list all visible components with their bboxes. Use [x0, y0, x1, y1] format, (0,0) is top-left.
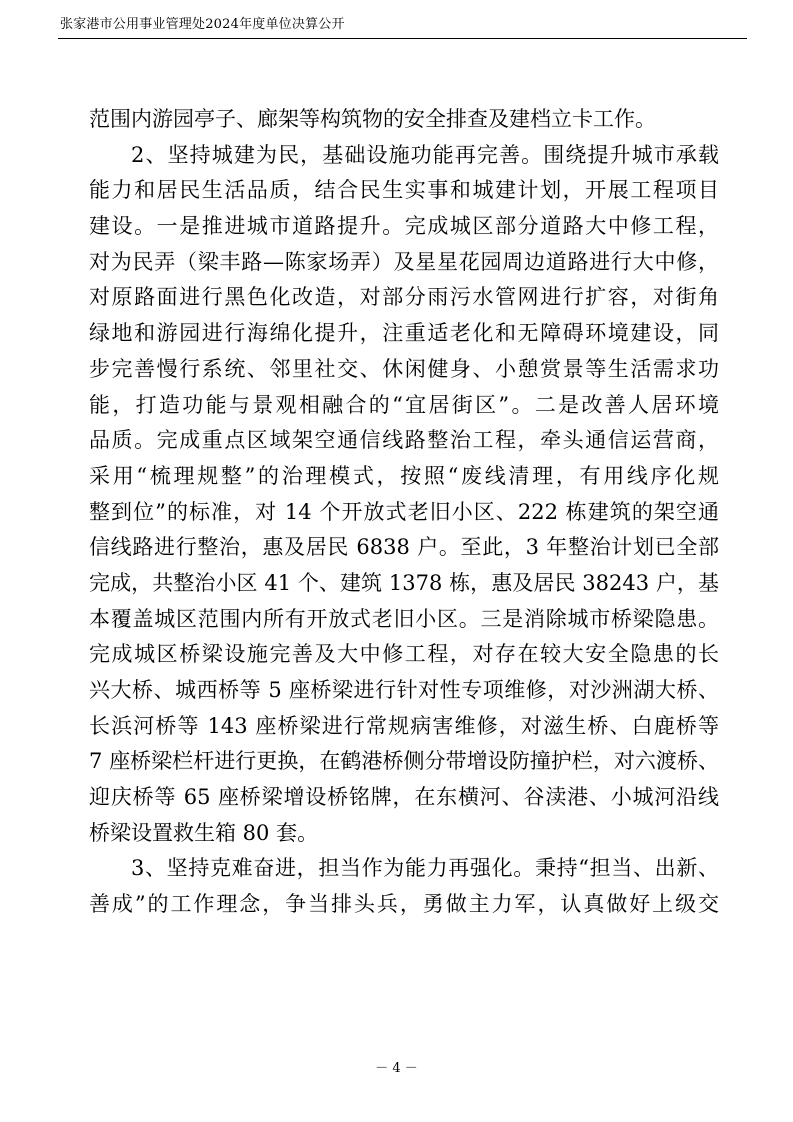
text-line: 能力和居民生活品质，结合民生实事和城建计划，开展工程项目: [89, 178, 719, 203]
text-line: 建设。一是推进城市道路提升。完成城区部分道路大中修工程，: [89, 214, 719, 239]
text-line: 步完善慢行系统、邻里社交、休闲健身、小憩赏景等生活需求功: [89, 356, 719, 381]
page-number: － 4 －: [375, 1061, 418, 1076]
text-line: 范围内游园亭子、廊架等构筑物的安全排查及建档立卡工作。: [89, 107, 656, 131]
text-line: 长浜河桥等 143 座桥梁进行常规病害维修，对滋生桥、白鹿桥等: [89, 713, 719, 738]
running-header: 张家港市公用事业管理处2024年度单位决算公开: [60, 17, 345, 32]
text-line: 善成”的工作理念，争当排头兵，勇做主力军，认真做好上级交: [89, 892, 719, 917]
text-line: 采用“梳理规整”的治理模式，按照“废线清理，有用线序化规: [89, 463, 719, 488]
body-text: [89, 102, 719, 923]
text-line: 迎庆桥等 65 座桥梁增设桥铭牌，在东横河、谷渎港、小城河沿线: [89, 785, 719, 810]
text-line: 桥梁设置救生箱 80 套。: [89, 820, 319, 845]
text-line: 2、坚持城建为民，基础设施功能再完善。围绕提升城市承载: [131, 142, 719, 167]
text-line: 对为民弄（梁丰路—陈家场弄）及星星花园周边道路进行大中修，: [89, 249, 719, 274]
text-line: 能，打造功能与景观相融合的“宜居街区”。二是改善人居环境: [89, 392, 719, 417]
text-line: 兴大桥、城西桥等 5 座桥梁进行针对性专项维修，对沙洲湖大桥、: [89, 678, 719, 702]
text-line: 本覆盖城区范围内所有开放式老旧小区。三是消除城市桥梁隐患。: [89, 606, 719, 631]
text-line: 信线路进行整治，惠及居民 6838 户。至此，3 年整治计划已全部: [89, 535, 719, 560]
text-line: 3、坚持克难奋进，担当作为能力再强化。秉持“担当、出新、: [131, 856, 719, 881]
text-line: 完成城区桥梁设施完善及大中修工程，对存在较大安全隐患的长: [89, 642, 719, 667]
text-line: 品质。完成重点区域架空通信线路整治工程，牵头通信运营商，: [89, 428, 719, 453]
text-line: 绿地和游园进行海绵化提升，注重适老化和无障碍环境建设，同: [89, 321, 719, 346]
text-line: 对原路面进行黑色化改造，对部分雨污水管网进行扩容，对街角: [89, 285, 719, 310]
header-divider: [58, 38, 747, 39]
text-line: 完成，共整治小区 41 个、建筑 1378 栋，惠及居民 38243 户，基: [89, 570, 719, 595]
text-line: 7 座桥梁栏杆进行更换，在鹤港桥侧分带增设防撞护栏，对六渡桥、: [89, 749, 719, 774]
text-line: 整到位”的标准，对 14 个开放式老旧小区、222 栋建筑的架空通: [89, 499, 719, 524]
